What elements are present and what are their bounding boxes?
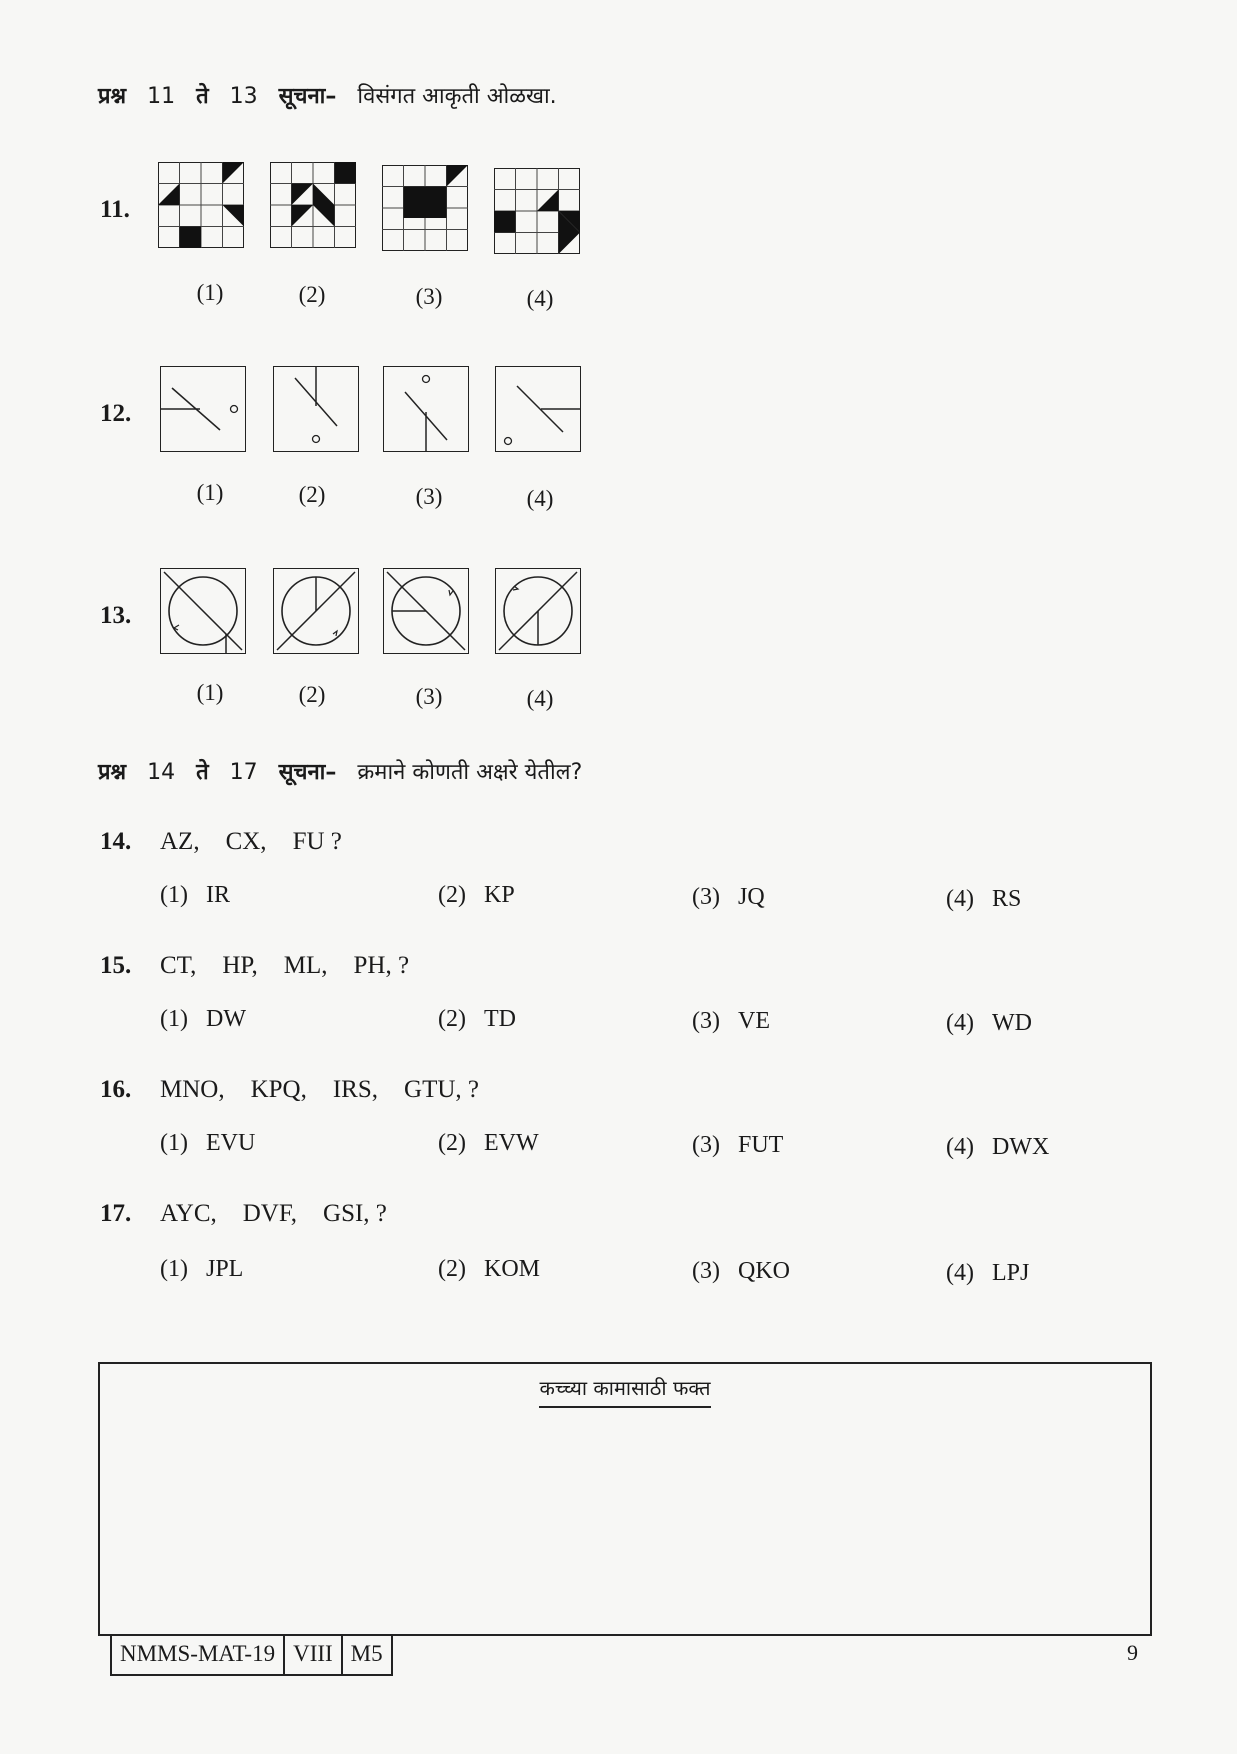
option-number: (1) — [160, 1006, 188, 1032]
option-text: DWX — [991, 1134, 1050, 1160]
q11-label-4: (4) — [526, 286, 554, 311]
series-term: CT, — [160, 952, 197, 979]
q14-option-4 — [946, 886, 1021, 913]
q16-option-3 — [692, 1132, 783, 1159]
q11-figure-1 — [158, 162, 244, 248]
option-text: KOM — [483, 1256, 540, 1282]
option-number: (2) — [438, 1130, 466, 1156]
rough-work-title — [100, 1374, 1150, 1401]
question-14-number: 14. — [100, 828, 132, 855]
q13-label-4: (4) — [526, 686, 554, 711]
instruction-text: विसंगत आकृती ओळखा. — [357, 84, 557, 109]
instruction-to-word: ते — [196, 84, 209, 109]
rough-work-title-text: कच्च्या कामासाठी फक्त — [539, 1376, 710, 1408]
option-number: (4) — [946, 1010, 974, 1036]
option-number: (3) — [692, 1132, 720, 1158]
q17-option-3 — [692, 1258, 790, 1285]
q16-option-1 — [160, 1130, 255, 1157]
series-term: DVF, — [242, 1200, 298, 1227]
series-term: ML, — [283, 952, 328, 979]
option-number: (1) — [160, 882, 188, 908]
option-number: (4) — [946, 1134, 974, 1160]
q12-label-1: (1) — [196, 480, 224, 505]
instruction-text: क्रमाने कोणती अक्षरे येतील? — [357, 760, 583, 785]
option-text: DW — [205, 1006, 246, 1032]
q13-label-1: (1) — [196, 680, 224, 705]
option-number: (1) — [160, 1130, 188, 1156]
instruction-14-17 — [98, 756, 582, 786]
option-text: JQ — [737, 884, 765, 910]
footer-set: M5 — [350, 1641, 383, 1666]
footer-class: VIII — [285, 1636, 343, 1674]
instruction-label: सूचना– — [278, 84, 337, 109]
option-number: (3) — [692, 1258, 720, 1284]
option-text: RS — [991, 886, 1022, 912]
q14-option-3 — [692, 884, 765, 911]
instruction-label: सूचना– — [278, 760, 337, 785]
question-17-number: 17. — [100, 1200, 132, 1227]
q12-label-2: (2) — [298, 482, 326, 507]
option-text: JPL — [205, 1256, 244, 1282]
question-15-number: 15. — [100, 952, 132, 979]
q11-label-1: (1) — [196, 280, 224, 305]
q15-option-2 — [438, 1006, 516, 1033]
instruction-to: 13 — [229, 84, 258, 109]
q17-series — [160, 1200, 413, 1228]
option-number: (4) — [946, 886, 974, 912]
q11-label-2: (2) — [298, 282, 326, 307]
q16-option-2 — [438, 1130, 539, 1157]
footer-code-box — [110, 1634, 393, 1676]
question-16-number: 16. — [100, 1076, 132, 1103]
q12-figure-1 — [160, 366, 246, 452]
series-term: PH, ? — [353, 952, 410, 979]
series-term: AYC, — [160, 1200, 217, 1227]
q12-figure-4 — [495, 366, 581, 452]
q11-label-3: (3) — [415, 284, 443, 309]
series-term: CX, — [225, 828, 267, 855]
option-text: VE — [737, 1008, 770, 1034]
q17-option-1 — [160, 1256, 243, 1283]
option-number: (2) — [438, 1006, 466, 1032]
instruction-from: 14 — [147, 760, 176, 785]
q13-figure-4 — [495, 568, 581, 654]
series-term: GSI, ? — [323, 1200, 387, 1227]
series-term: AZ, — [160, 828, 200, 855]
series-term: KPQ, — [250, 1076, 307, 1103]
option-text: IR — [205, 882, 230, 908]
option-text: EVW — [483, 1130, 539, 1156]
q16-option-4 — [946, 1134, 1049, 1161]
q13-label-3: (3) — [415, 684, 443, 709]
q12-label-4: (4) — [526, 486, 554, 511]
q11-figure-4 — [494, 168, 580, 254]
q12-figure-2 — [273, 366, 359, 452]
option-text: QKO — [737, 1258, 790, 1284]
instruction-from: 11 — [147, 84, 176, 109]
option-number: (3) — [692, 1008, 720, 1034]
series-term: IRS, — [332, 1076, 379, 1103]
q11-figure-3 — [382, 165, 468, 251]
series-term: FU ? — [292, 828, 342, 855]
q15-option-4 — [946, 1010, 1032, 1037]
q13-figure-3 — [383, 568, 469, 654]
q12-figure-3 — [383, 366, 469, 452]
option-number: (4) — [946, 1260, 974, 1286]
option-text: TD — [483, 1006, 516, 1032]
option-text: WD — [991, 1010, 1032, 1036]
instruction-11-13 — [98, 80, 557, 110]
footer-code: NMMS-MAT-19 — [112, 1636, 285, 1674]
option-number: (2) — [438, 882, 466, 908]
rough-work-box — [98, 1362, 1152, 1636]
question-12-number: 12. — [100, 400, 132, 427]
question-11-number: 11. — [100, 196, 130, 223]
q13-figure-1 — [160, 568, 246, 654]
option-number: (2) — [438, 1256, 466, 1282]
q16-series — [160, 1076, 505, 1104]
option-number: (3) — [692, 884, 720, 910]
option-text: FUT — [737, 1132, 784, 1158]
q13-label-2: (2) — [298, 682, 326, 707]
q15-series — [160, 952, 435, 980]
option-number: (1) — [160, 1256, 188, 1282]
option-text: LPJ — [991, 1260, 1030, 1286]
option-text: KP — [483, 882, 515, 908]
instruction-to-word: ते — [196, 760, 209, 785]
q15-option-1 — [160, 1006, 246, 1033]
option-text: EVU — [205, 1130, 256, 1156]
q14-option-2 — [438, 882, 515, 909]
series-term: HP, — [222, 952, 258, 979]
series-term: GTU, ? — [404, 1076, 479, 1103]
instruction-word: प्रश्न — [98, 760, 127, 785]
page-number: 9 — [1127, 1640, 1138, 1665]
q14-option-1 — [160, 882, 230, 909]
q15-option-3 — [692, 1008, 770, 1035]
q17-option-4 — [946, 1260, 1029, 1287]
q11-figure-2 — [270, 162, 356, 248]
series-term: MNO, — [160, 1076, 225, 1103]
instruction-word: प्रश्न — [98, 84, 127, 109]
q12-label-3: (3) — [415, 484, 443, 509]
q13-figure-2 — [273, 568, 359, 654]
question-13-number: 13. — [100, 602, 132, 629]
instruction-to: 17 — [229, 760, 258, 785]
q14-series — [160, 828, 368, 856]
q17-option-2 — [438, 1256, 540, 1283]
